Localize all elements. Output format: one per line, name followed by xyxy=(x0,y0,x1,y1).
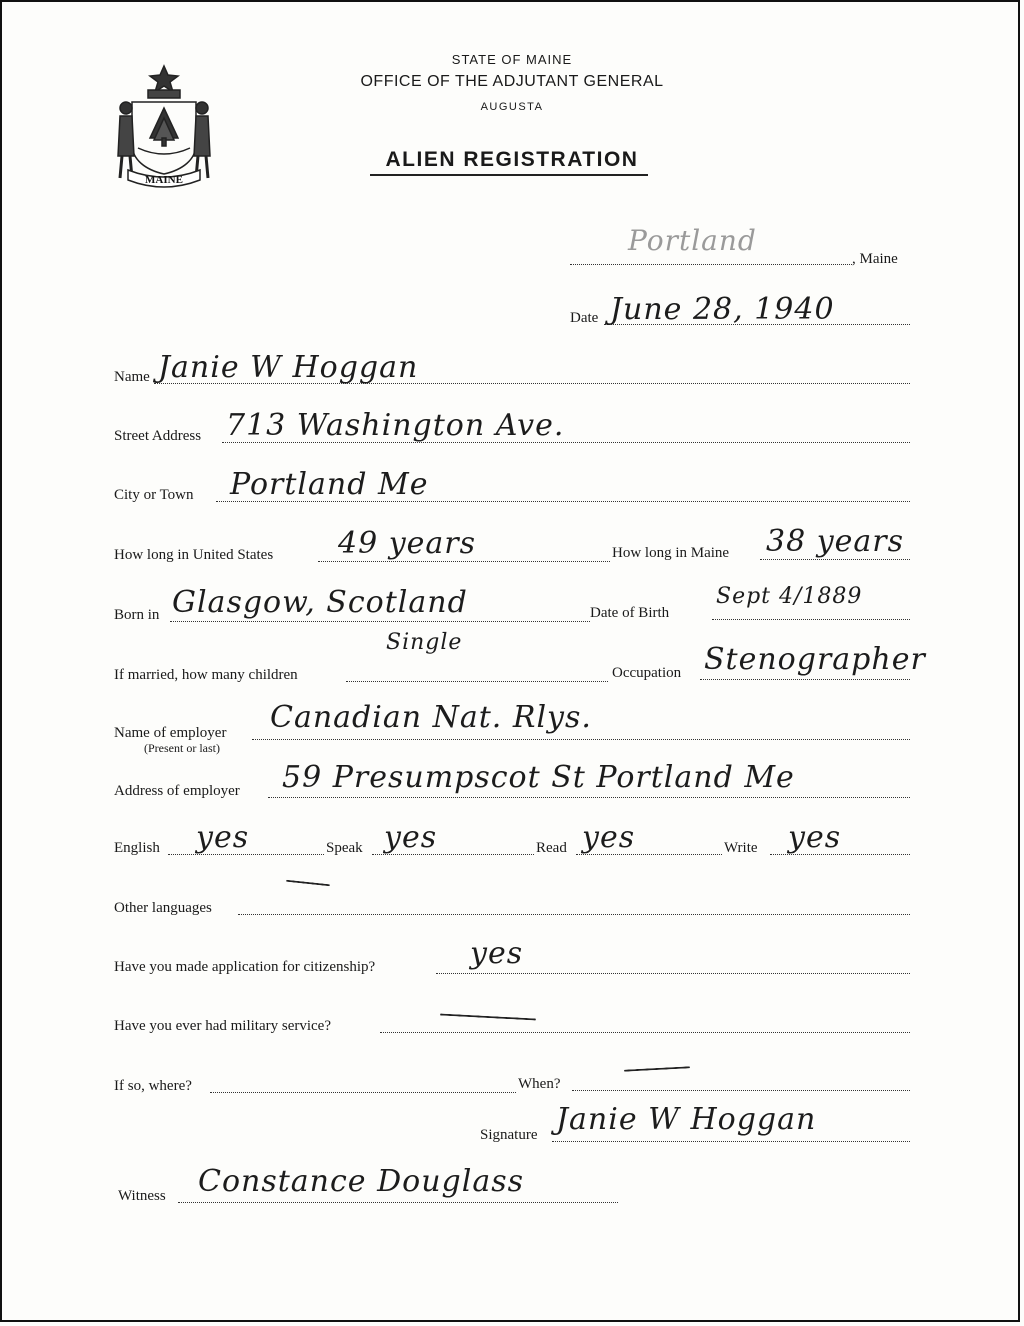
city-value[interactable]: Portland Me xyxy=(230,467,429,502)
citizenship-label: Have you made application for citizenship? xyxy=(114,959,376,975)
born-line xyxy=(170,621,590,622)
signature-line xyxy=(552,1141,910,1142)
married-line xyxy=(346,681,608,682)
witness-label: Witness xyxy=(118,1188,166,1204)
maine-label: , Maine xyxy=(852,251,898,267)
form-title: ALIEN REGISTRATION xyxy=(385,148,639,171)
employer-label: Name of employer xyxy=(114,725,227,741)
read-label: Read xyxy=(536,840,567,856)
married-value[interactable]: Single xyxy=(386,630,463,655)
military-line xyxy=(380,1032,910,1033)
city-heading: AUGUSTA xyxy=(480,101,544,113)
write-label: Write xyxy=(724,840,758,856)
where-line xyxy=(210,1092,516,1093)
dob-value[interactable]: Sept 4/1889 xyxy=(716,584,863,609)
long-maine-value[interactable]: 38 years xyxy=(766,524,905,559)
long-maine-label: How long in Maine xyxy=(612,545,730,561)
citizenship-value[interactable]: yes xyxy=(470,936,524,971)
maine-state-seal-icon xyxy=(112,62,216,190)
speak-value[interactable]: yes xyxy=(384,820,438,855)
date-label: Date xyxy=(570,310,599,326)
occupation-label: Occupation xyxy=(612,665,682,681)
married-label: If married, how many children xyxy=(114,667,298,683)
born-value[interactable]: Glasgow, Scotland xyxy=(172,585,468,620)
when-label: When? xyxy=(518,1076,561,1092)
write-value[interactable]: yes xyxy=(788,820,842,855)
place-value[interactable]: Portland xyxy=(628,224,757,257)
occupation-value[interactable]: Stenographer xyxy=(704,642,926,677)
office-heading: OFFICE OF THE ADJUTANT GENERAL xyxy=(360,73,664,90)
where-label: If so, where? xyxy=(114,1078,192,1094)
speak-label: Speak xyxy=(326,840,363,856)
english-label: English xyxy=(114,840,160,856)
when-line xyxy=(572,1090,910,1091)
witness-value[interactable]: Constance Douglass xyxy=(198,1164,524,1199)
long-us-value[interactable]: 49 years xyxy=(338,526,477,561)
dob-line xyxy=(712,619,910,620)
employer-address-label: Address of employer xyxy=(114,783,240,799)
long-us-label: How long in United States xyxy=(114,547,274,563)
street-label: Street Address xyxy=(114,428,202,444)
dob-label: Date of Birth xyxy=(590,605,670,621)
title-underline xyxy=(370,174,648,176)
employer-line xyxy=(252,739,910,740)
employer-value[interactable]: Canadian Nat. Rlys. xyxy=(270,700,592,735)
read-value[interactable]: yes xyxy=(582,820,636,855)
other-languages-line xyxy=(238,914,910,915)
witness-line xyxy=(178,1202,618,1203)
signature-value[interactable]: Janie W Hoggan xyxy=(556,1102,817,1137)
other-languages-label: Other languages xyxy=(114,900,212,916)
born-label: Born in xyxy=(114,607,160,623)
english-value[interactable]: yes xyxy=(196,820,250,855)
seal-label: MAINE xyxy=(145,174,183,186)
city-label: City or Town xyxy=(114,487,194,503)
employer-address-value[interactable]: 59 Presumpscot St Portland Me xyxy=(282,760,795,795)
occupation-line xyxy=(700,679,910,680)
military-label: Have you ever had military service? xyxy=(114,1018,331,1034)
long-us-line xyxy=(318,561,610,562)
date-value[interactable]: June 28, 1940 xyxy=(610,292,835,327)
long-maine-line xyxy=(760,559,910,560)
signature-label: Signature xyxy=(480,1127,538,1143)
employer-sublabel: (Present or last) xyxy=(144,741,220,755)
street-value[interactable]: 713 Washington Ave. xyxy=(226,408,565,443)
name-value[interactable]: Janie W Hoggan xyxy=(158,350,419,385)
citizenship-line xyxy=(436,973,910,974)
state-heading: STATE OF MAINE xyxy=(451,52,573,67)
name-label: Name xyxy=(114,369,150,385)
place-line xyxy=(570,264,852,265)
employer-address-line xyxy=(268,797,910,798)
